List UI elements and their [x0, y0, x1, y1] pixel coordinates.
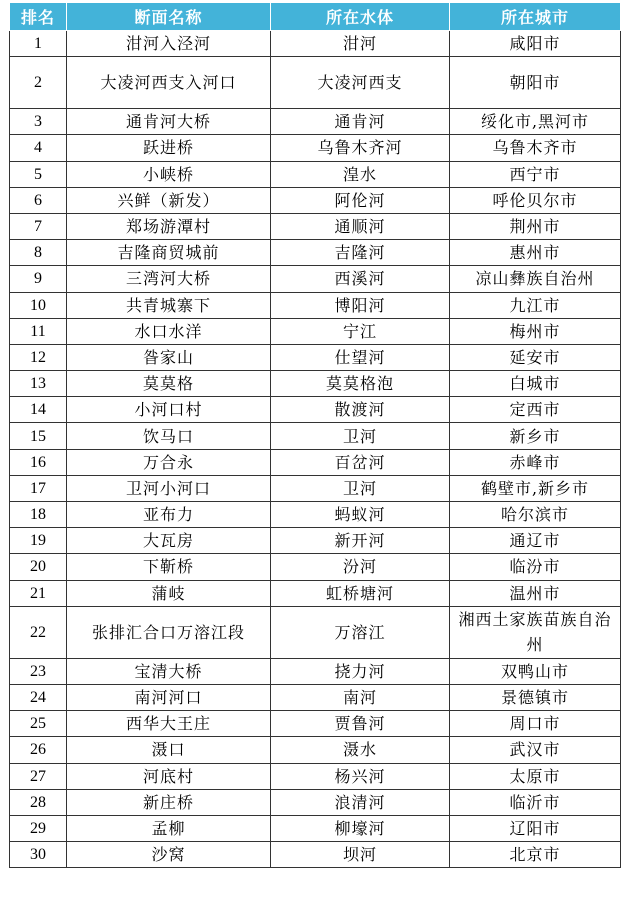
header-section-name: 断面名称 [67, 3, 271, 31]
table-row [10, 580, 621, 606]
water-body-cell: 挠力河 [271, 658, 450, 684]
city-cell: 白城市 [450, 371, 621, 397]
rank-cell: 24 [10, 684, 67, 710]
header-water-body: 所在水体 [271, 3, 450, 31]
city-cell: 北京市 [450, 842, 621, 868]
table-row [10, 449, 621, 475]
water-body-cell: 贾鲁河 [271, 711, 450, 737]
rank-cell: 1 [10, 31, 67, 57]
water-body-cell: 万溶江 [271, 606, 450, 658]
table-row [10, 161, 621, 187]
rank-cell: 22 [10, 606, 67, 658]
header-rank: 排名 [10, 3, 67, 31]
table-row [10, 711, 621, 737]
section-name-cell: 河底村 [67, 763, 271, 789]
water-body-cell: 滠水 [271, 737, 450, 763]
rank-cell: 27 [10, 763, 67, 789]
section-name-cell: 莫莫格 [67, 371, 271, 397]
rank-cell: 16 [10, 449, 67, 475]
section-name-cell: 大凌河西支入河口 [67, 57, 271, 109]
table-row [10, 266, 621, 292]
city-cell: 湘西土家族苗族自治州 [450, 606, 621, 658]
rank-cell: 13 [10, 371, 67, 397]
section-name-cell: 跃进桥 [67, 135, 271, 161]
water-body-cell: 坝河 [271, 842, 450, 868]
water-body-cell: 吉隆河 [271, 240, 450, 266]
rank-cell: 2 [10, 57, 67, 109]
city-cell: 咸阳市 [450, 31, 621, 57]
table-row [10, 213, 621, 239]
city-cell: 荆州市 [450, 213, 621, 239]
city-cell: 呼伦贝尔市 [450, 187, 621, 213]
rank-cell: 18 [10, 502, 67, 528]
city-cell: 惠州市 [450, 240, 621, 266]
city-cell: 绥化市,黑河市 [450, 109, 621, 135]
rank-cell: 15 [10, 423, 67, 449]
water-body-cell: 泔河 [271, 31, 450, 57]
rank-cell: 6 [10, 187, 67, 213]
section-name-cell: 泔河入泾河 [67, 31, 271, 57]
table-row [10, 31, 621, 57]
section-name-cell: 滠口 [67, 737, 271, 763]
city-cell: 临沂市 [450, 789, 621, 815]
section-name-cell: 兴鲜（新发） [67, 187, 271, 213]
rank-cell: 3 [10, 109, 67, 135]
table-row [10, 240, 621, 266]
rank-cell: 21 [10, 580, 67, 606]
table-row [10, 502, 621, 528]
rank-cell: 20 [10, 554, 67, 580]
section-name-cell: 小峡桥 [67, 161, 271, 187]
header-city: 所在城市 [450, 3, 621, 31]
table-row [10, 397, 621, 423]
city-cell: 西宁市 [450, 161, 621, 187]
water-body-cell: 虹桥塘河 [271, 580, 450, 606]
city-cell: 哈尔滨市 [450, 502, 621, 528]
table-row [10, 684, 621, 710]
rank-cell: 10 [10, 292, 67, 318]
city-cell: 延安市 [450, 344, 621, 370]
table-row [10, 344, 621, 370]
water-body-cell: 通顺河 [271, 213, 450, 239]
table-row [10, 475, 621, 501]
water-body-cell: 大凌河西支 [271, 57, 450, 109]
water-body-cell: 阿伦河 [271, 187, 450, 213]
section-name-cell: 亚布力 [67, 502, 271, 528]
table-row [10, 842, 621, 868]
water-body-cell: 通肯河 [271, 109, 450, 135]
water-body-cell: 蚂蚁河 [271, 502, 450, 528]
rank-cell: 4 [10, 135, 67, 161]
water-body-cell: 百岔河 [271, 449, 450, 475]
water-quality-ranking-table [9, 2, 621, 868]
water-body-cell: 乌鲁木齐河 [271, 135, 450, 161]
section-name-cell: 蒲岐 [67, 580, 271, 606]
section-name-cell: 大瓦房 [67, 528, 271, 554]
header-row [10, 3, 621, 31]
city-cell: 乌鲁木齐市 [450, 135, 621, 161]
rank-cell: 9 [10, 266, 67, 292]
section-name-cell: 万合永 [67, 449, 271, 475]
section-name-cell: 下靳桥 [67, 554, 271, 580]
water-body-cell: 西溪河 [271, 266, 450, 292]
rank-cell: 23 [10, 658, 67, 684]
table-row [10, 57, 621, 109]
city-cell: 梅州市 [450, 318, 621, 344]
water-body-cell: 南河 [271, 684, 450, 710]
water-body-cell: 柳壕河 [271, 815, 450, 841]
water-body-cell: 新开河 [271, 528, 450, 554]
city-cell: 临汾市 [450, 554, 621, 580]
table-row [10, 737, 621, 763]
table-row [10, 423, 621, 449]
section-name-cell: 西华大王庄 [67, 711, 271, 737]
section-name-cell: 张排汇合口万溶江段 [67, 606, 271, 658]
city-cell: 定西市 [450, 397, 621, 423]
city-cell: 朝阳市 [450, 57, 621, 109]
rank-cell: 12 [10, 344, 67, 370]
section-name-cell: 宝清大桥 [67, 658, 271, 684]
section-name-cell: 共青城寨下 [67, 292, 271, 318]
section-name-cell: 小河口村 [67, 397, 271, 423]
city-cell: 温州市 [450, 580, 621, 606]
rank-cell: 25 [10, 711, 67, 737]
city-cell: 武汉市 [450, 737, 621, 763]
section-name-cell: 孟柳 [67, 815, 271, 841]
section-name-cell: 吉隆商贸城前 [67, 240, 271, 266]
water-body-cell: 卫河 [271, 475, 450, 501]
table-row [10, 528, 621, 554]
city-cell: 赤峰市 [450, 449, 621, 475]
table-body [10, 31, 621, 868]
rank-cell: 17 [10, 475, 67, 501]
city-cell: 双鸭山市 [450, 658, 621, 684]
table-row [10, 318, 621, 344]
section-name-cell: 昝家山 [67, 344, 271, 370]
section-name-cell: 南河河口 [67, 684, 271, 710]
water-body-cell: 卫河 [271, 423, 450, 449]
city-cell: 凉山彝族自治州 [450, 266, 621, 292]
table-row [10, 292, 621, 318]
rank-cell: 14 [10, 397, 67, 423]
section-name-cell: 沙窝 [67, 842, 271, 868]
table-row [10, 187, 621, 213]
table-row [10, 109, 621, 135]
rank-cell: 29 [10, 815, 67, 841]
table-row [10, 371, 621, 397]
water-body-cell: 莫莫格泡 [271, 371, 450, 397]
table-header [10, 3, 621, 31]
table-row [10, 763, 621, 789]
rank-cell: 28 [10, 789, 67, 815]
water-body-cell: 杨兴河 [271, 763, 450, 789]
city-cell: 九江市 [450, 292, 621, 318]
water-body-cell: 宁江 [271, 318, 450, 344]
city-cell: 周口市 [450, 711, 621, 737]
city-cell: 鹤壁市,新乡市 [450, 475, 621, 501]
section-name-cell: 饮马口 [67, 423, 271, 449]
section-name-cell: 郑场游潭村 [67, 213, 271, 239]
table-row [10, 658, 621, 684]
water-body-cell: 仕望河 [271, 344, 450, 370]
section-name-cell: 卫河小河口 [67, 475, 271, 501]
section-name-cell: 新庄桥 [67, 789, 271, 815]
water-body-cell: 浪清河 [271, 789, 450, 815]
city-cell: 太原市 [450, 763, 621, 789]
section-name-cell: 水口水洋 [67, 318, 271, 344]
rank-cell: 7 [10, 213, 67, 239]
section-name-cell: 通肯河大桥 [67, 109, 271, 135]
table-row [10, 815, 621, 841]
rank-cell: 5 [10, 161, 67, 187]
table-row [10, 789, 621, 815]
rank-cell: 11 [10, 318, 67, 344]
city-cell: 通辽市 [450, 528, 621, 554]
rank-cell: 19 [10, 528, 67, 554]
section-name-cell: 三湾河大桥 [67, 266, 271, 292]
table-row [10, 606, 621, 658]
rank-cell: 30 [10, 842, 67, 868]
city-cell: 景德镇市 [450, 684, 621, 710]
city-cell: 辽阳市 [450, 815, 621, 841]
table-row [10, 135, 621, 161]
table-row [10, 554, 621, 580]
water-body-cell: 汾河 [271, 554, 450, 580]
ranking-table-container [9, 2, 621, 868]
city-cell: 新乡市 [450, 423, 621, 449]
rank-cell: 26 [10, 737, 67, 763]
rank-cell: 8 [10, 240, 67, 266]
water-body-cell: 博阳河 [271, 292, 450, 318]
water-body-cell: 散渡河 [271, 397, 450, 423]
water-body-cell: 湟水 [271, 161, 450, 187]
